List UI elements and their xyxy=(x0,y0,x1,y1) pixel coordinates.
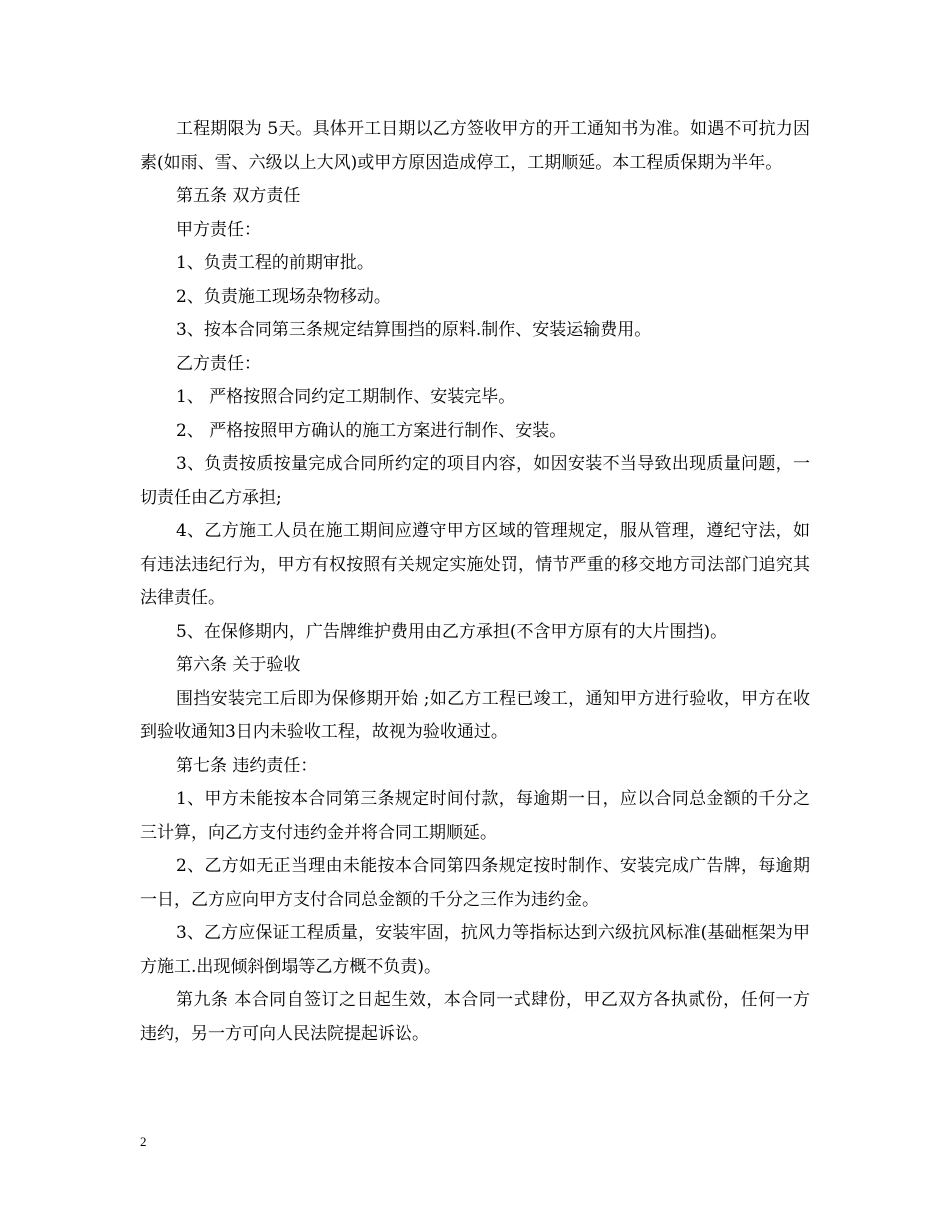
list-item-breach-1: 1、甲方未能按本合同第三条规定时间付款，每逾期一日，应以合同总金额的千分之三计算，向乙方支付违约金并将合同工期顺延。 xyxy=(140,789,810,843)
list-item-breach-2: 2、乙方如无正当理由未能按本合同第四条规定按时制作、安装完成广告牌，每逾期一日，乙方应向甲方支付合同总金额的千分之三作为违约金。 xyxy=(140,856,810,910)
heading-party-b-duties: 乙方责任： xyxy=(176,353,261,374)
paragraph-work-period: 工程期限为 5天。具体开工日期以乙方签收甲方的开工通知书为准。如遇不可抗力因素(如雨、雪、六级以上大风)或甲方原因造成停工，工期顺延。本工程质保期为半年。 xyxy=(140,119,810,173)
list-item-party-b-2: 2、 严格按照甲方确认的施工方案进行制作、安装。 xyxy=(176,420,567,441)
heading-article-7: 第七条 违约责任： xyxy=(176,755,318,776)
paragraph-acceptance: 围挡安装完工后即为保修期开始 ;如乙方工程已竣工，通知甲方进行验收，甲方在收到验收通知3日内未验收工程，故视为验收通过。 xyxy=(140,688,810,742)
list-item-breach-3: 3、乙方应保证工程质量，安装牢固，抗风力等指标达到六级抗风标准(基础框架为甲方施工.出现倾斜倒塌等乙方概不负责)。 xyxy=(140,923,810,977)
paragraph-article-9: 第九条 本合同自签订之日起生效，本合同一式肆份，甲乙双方各执贰份，任何一方违约，另一方可向人民法院提起诉讼。 xyxy=(140,990,810,1044)
list-item-party-b-3: 3、负责按质按量完成合同所约定的项目内容，如因安装不当导致出现质量问题，一切责任由乙方承担; xyxy=(140,454,810,508)
list-item-party-b-5: 5、在保修期内，广告牌维护费用由乙方承担(不含甲方原有的大片围挡)。 xyxy=(176,621,728,642)
list-item-party-b-1: 1、 严格按照合同约定工期制作、安装完毕。 xyxy=(176,387,516,407)
heading-party-a-duties: 甲方责任： xyxy=(176,219,261,240)
page-number: 2 xyxy=(140,1134,147,1149)
heading-article-6: 第六条 关于验收 xyxy=(176,655,301,675)
list-item-party-a-3: 3、按本合同第三条规定结算围挡的原料.制作、安装运输费用。 xyxy=(176,320,652,340)
list-item-party-a-1: 1、负责工程的前期审批。 xyxy=(176,253,374,273)
heading-article-5: 第五条 双方责任 xyxy=(176,186,301,206)
list-item-party-a-2: 2、负责施工现场杂物移动。 xyxy=(176,286,391,307)
document-body xyxy=(140,113,810,1051)
list-item-party-b-4: 4、乙方施工人员在施工期间应遵守甲方区域的管理规定，服从管理，遵纪守法，如有违法违纪行为，甲方有权按照有关规定实施处罚，情节严重的移交地方司法部门追究其法律责任。 xyxy=(140,521,810,608)
